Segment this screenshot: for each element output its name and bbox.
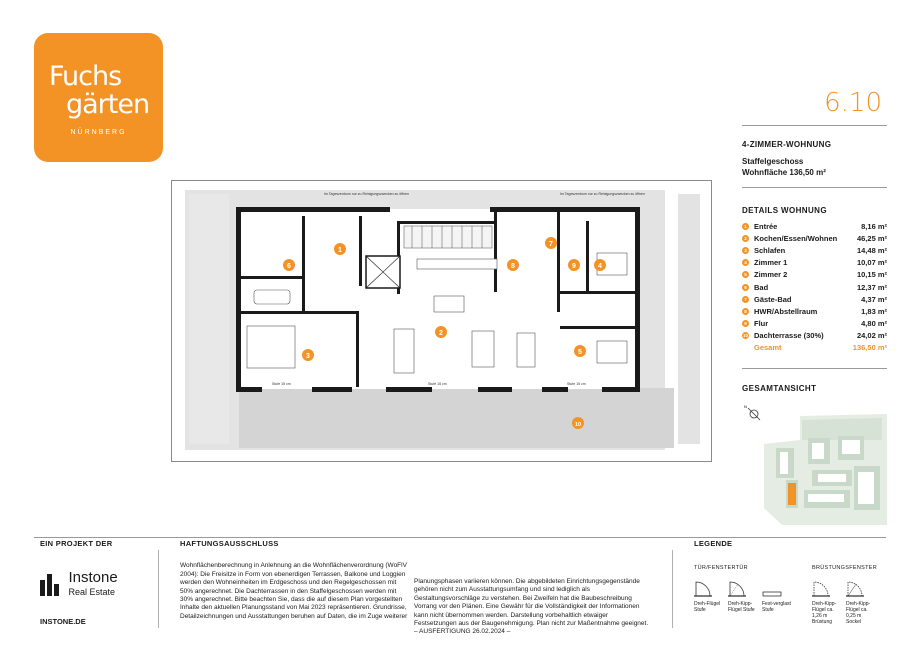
disclaimer-text: Planungsphasen variieren können. Die abgebildeten Einrichtungsgegenstände gehören nicht zum Ausstattungsumfang und sind lediglich als Gestaltungsvorschläge zu verstehen. Bei Zweifeln hat die Baubeschreibung Vorrang vor den Plänen. Eine Gewähr für die Vollständigkeit der Informationen kann nicht übernommen werden. Darstellung vorbehaltlich etwaiger Festsetzungen aus der Baugenehmigung. Plan nicht zur Maßentnahme geeignet. [414, 578, 649, 628]
room-row [742, 318, 887, 330]
instone-mark-icon [40, 574, 60, 596]
svg-text:5: 5 [578, 349, 582, 356]
planting-strip [189, 194, 229, 444]
room-name: Dachterrasse (30%) [754, 331, 824, 341]
apartment-type: 4-ZIMMER-WOHNUNG [742, 140, 832, 149]
room-row [742, 305, 887, 317]
base-window-icon [846, 580, 866, 598]
overview-heading: GESAMTANSICHT [742, 384, 817, 393]
door-swing-icon [694, 580, 714, 598]
divider [742, 125, 887, 126]
fuchsgaerten-logo [34, 33, 163, 162]
svg-text:9: 9 [572, 263, 576, 270]
room-list [742, 220, 887, 354]
step-label: Stufe 15 cm [428, 382, 447, 386]
room-total [742, 342, 887, 354]
svg-text:8: 8 [511, 263, 515, 270]
room-area: 24,02 m² [856, 331, 887, 341]
svg-text:4: 4 [598, 263, 602, 270]
bathtub [254, 290, 290, 304]
step-label: Stufe 15 cm [272, 382, 291, 386]
legend-item: Dreh-Flügel Stufe [694, 580, 724, 613]
apartment-floor: Staffelgeschoss [742, 157, 804, 166]
svg-text:7: 7 [549, 241, 553, 248]
room-name: Gäste-Bad [754, 294, 792, 304]
selected-unit-marker [788, 483, 796, 505]
fixed-glazing-icon [762, 580, 782, 598]
room-name: Zimmer 1 [754, 258, 788, 268]
legend-item: Dreh-Kipp-Flügel ca. 1,26 m Brüstung [812, 580, 842, 625]
room-number: 7 [742, 296, 749, 303]
room-number: 5 [742, 271, 749, 278]
disclaimer-text: Wohnflächenberechnung in Anlehnung an die Wohnflächenverordnung (WoFlV 2004): Die Freisitze in Form von ebenerdigen Terrassen, Balkone und Loggien werden den Wohneinheiten im Erdgeschoss und den Regelgeschossen mit 50% angerechnet. Die Dachterrassen in den Staffelgeschossen werden mit 30% angerechnet. Bitte beachten Sie, dass die auf diesem Plan vorgestellten Inhalte den aktuellen Planungsstand von Mai 2023 repräsentieren. Grundrisse, Detailzeichnungen und Ausstattungen beruhen auf Daten, die im Zuge weiterer [180, 562, 408, 620]
room-row [742, 220, 887, 232]
room-area: 46,25 m² [856, 233, 887, 243]
compass-icon [744, 404, 760, 420]
legend-block [694, 540, 732, 562]
room-row [742, 257, 887, 269]
legend-item: Dreh-Kipp-Flügel Stufe [728, 580, 758, 613]
kitchen-counter [417, 259, 497, 269]
staircase [404, 226, 492, 248]
room-row [742, 293, 887, 305]
site-overview-map [742, 400, 887, 525]
room-row [742, 281, 887, 293]
sofa [472, 331, 494, 367]
footer-divider [672, 550, 673, 628]
footer-divider [34, 537, 886, 538]
room-area: 8,16 m² [861, 221, 887, 231]
room-number: 10 [742, 333, 748, 339]
room-name: Kochen/Essen/Wohnen [754, 233, 838, 243]
dining-table [394, 329, 414, 373]
logo-city: NÜRNBERG [70, 129, 127, 136]
svg-text:10: 10 [574, 422, 582, 428]
svg-text:N: N [744, 404, 747, 409]
project-block [40, 540, 150, 562]
company-sub: Real Estate [68, 587, 115, 597]
svg-text:6: 6 [287, 263, 291, 270]
floor-plan [171, 180, 712, 462]
room-number: 8 [742, 308, 749, 315]
project-heading: EIN PROJEKT DER [40, 539, 113, 548]
room-area: 4,80 m² [861, 319, 887, 329]
floor-plan-drawing [172, 181, 713, 463]
room-area: 12,37 m² [856, 282, 887, 292]
room-number: 6 [742, 284, 749, 291]
disclaimer-heading: HAFTUNGSAUSSCHLUSS [180, 539, 279, 548]
room-number: 1 [742, 223, 749, 230]
room-row [742, 269, 887, 281]
disclaimer-date: – AUSFERTIGUNG 26.02.2024 – [414, 628, 511, 636]
terrace-area [239, 388, 674, 448]
room-area: 14,48 m² [856, 245, 887, 255]
unit-number: 6.10 [824, 88, 882, 118]
armchair [517, 333, 535, 367]
tilt-turn-door-icon [728, 580, 748, 598]
room-name: Bad [754, 282, 769, 292]
legend-item: Fest-verglast Stufe [762, 580, 792, 613]
bed [597, 341, 627, 363]
company-name: Instone Real Estate [68, 570, 117, 600]
room-name: Entrée [754, 221, 778, 231]
total-label: Gesamt [754, 343, 782, 353]
room-row [742, 244, 887, 256]
room-area: 1,83 m² [861, 306, 887, 316]
divider [742, 368, 887, 369]
parapet-window-icon [812, 580, 832, 598]
apartment-area: Wohnfläche 136,50 m² [742, 168, 826, 177]
legend-door-label: TÜR/FENSTERTÜR [694, 565, 748, 571]
kitchen-island [434, 296, 464, 312]
logo-line1: Fuchs [49, 61, 122, 92]
legend-window-label: BRÜSTUNGSFENSTER [812, 565, 877, 571]
room-number: 2 [742, 235, 749, 242]
room-area: 4,37 m² [861, 294, 887, 304]
legend-item: Dreh-Kipp-Flügel ca. 0,25 m Sockel [846, 580, 876, 625]
total-area: 136,50 m² [852, 343, 887, 353]
room-row [742, 232, 887, 244]
room-area: 10,15 m² [856, 270, 887, 280]
step-label: Stufe 15 cm [567, 382, 586, 386]
room-name: Schlafen [754, 245, 786, 255]
logo-line2: gärten [66, 89, 150, 120]
cleaning-note: Im Tageszentrum nur zu Reinigungszwecken zu öffnen [324, 192, 409, 196]
website-link[interactable]: INSTONE.DE [40, 617, 86, 626]
room-name: Flur [754, 319, 769, 329]
svg-text:1: 1 [338, 247, 342, 254]
instone-logo [40, 570, 118, 600]
disclaimer-block-2 [414, 578, 650, 637]
bed [247, 326, 295, 368]
disclaimer-block [180, 540, 408, 621]
room-name: Zimmer 2 [754, 270, 788, 280]
svg-text:2: 2 [439, 330, 443, 337]
footer-divider [158, 550, 159, 628]
svg-text:3: 3 [306, 353, 310, 360]
cleaning-note: Im Tageszentrum nur zu Reinigungszwecken zu öffnen [560, 192, 645, 196]
room-area: 10,07 m² [856, 258, 887, 268]
divider [742, 187, 887, 188]
room-row [742, 330, 887, 342]
apartment-info [742, 156, 826, 178]
details-heading: DETAILS WOHNUNG [742, 206, 827, 215]
room-number: 3 [742, 247, 749, 254]
room-number: 4 [742, 259, 749, 266]
legend-heading: LEGENDE [694, 539, 733, 548]
room-name: HWR/Abstellraum [754, 306, 818, 316]
room-number: 9 [742, 320, 749, 327]
